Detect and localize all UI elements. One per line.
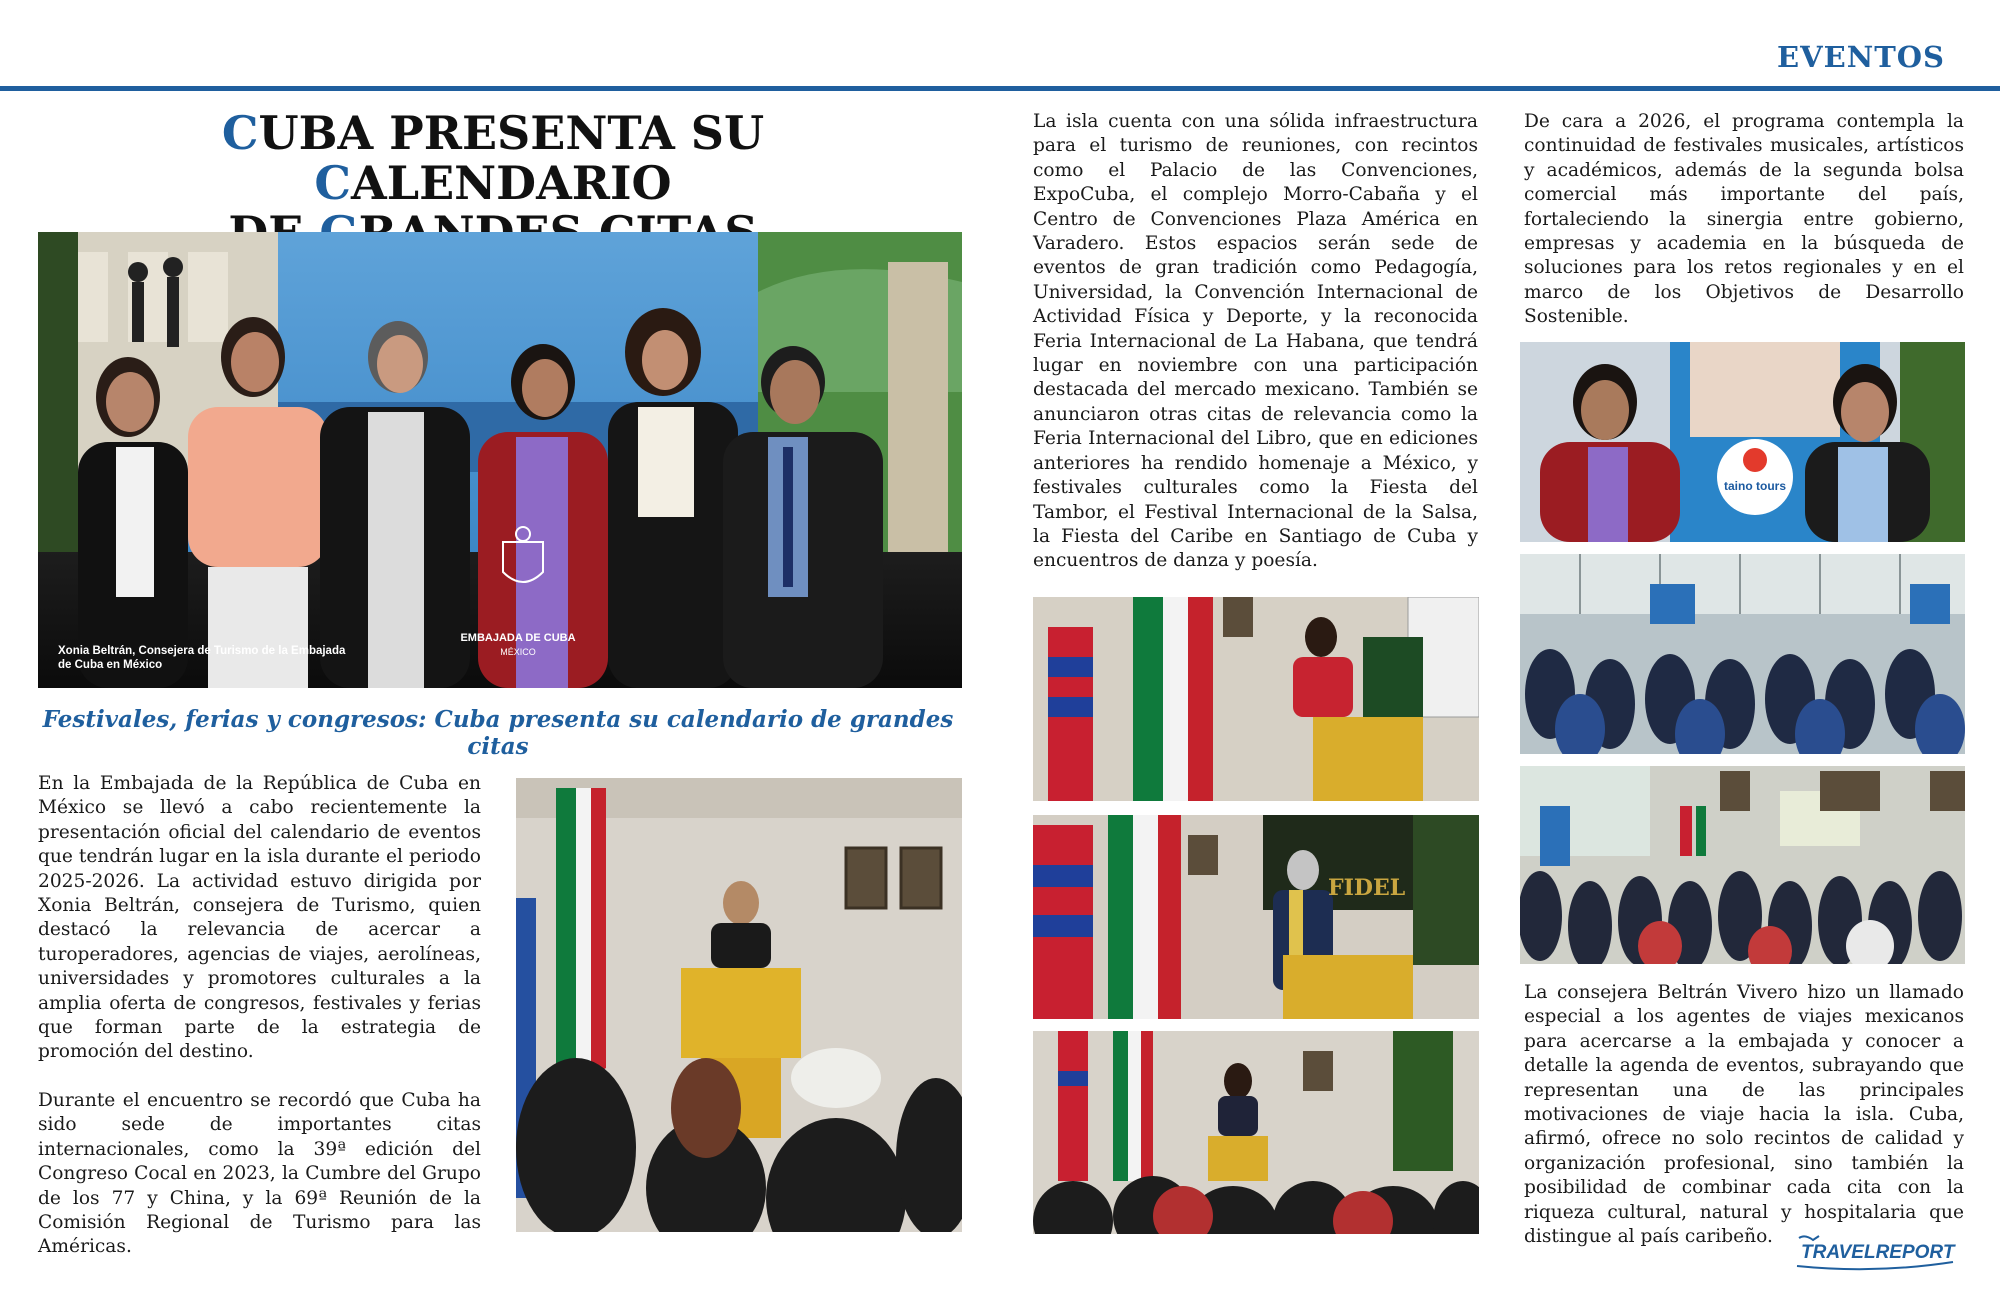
headline-line-1: CUBA PRESENTA SU CALENDARIO bbox=[221, 106, 765, 210]
article-column-1 bbox=[38, 772, 481, 1284]
audience-photo-1 bbox=[1520, 554, 1965, 754]
taino-tours-photo bbox=[1520, 342, 1965, 542]
podium-photo-2 bbox=[1033, 815, 1479, 1019]
podium-photo-1 bbox=[1033, 597, 1479, 801]
article-column-3-bottom bbox=[1524, 981, 1964, 1273]
podium-photo-3 bbox=[1033, 1031, 1479, 1234]
paragraph: La isla cuenta con una sólida infraestructura para el turismo de reuniones, con recintos como el Palacio de las Convenciones, ExpoCuba, el complejo Morro-Cabaña y el Centro de Convenciones Plaza América en Varadero. Estos espacios serán sede de eventos de gran tradición como Pedagogía, Universidad, la Convención Internacional de Actividad Física y Deporte, y la reconocida Feria Internacional de La Habana, que tendrá lugar en noviembre con una participación destacada del mercado mexicano. También se anunciaron otras citas de relevancia como la Feria Internacional del Libro, que en ediciones anteriores ha rendido homenaje a México, y festivales culturales como la Fiesta del Tambor, el Festival Internacional de la Salsa, la Fiesta del Caribe en Santiago de Cuba y encuentros de danza y poesía. bbox=[1033, 111, 1478, 572]
paragraph: En la Embajada de la República de Cuba en México se llevó a cabo recientemente la presentación oficial del calendario de eventos que tendrán lugar en la isla durante el periodo 2025-2026. La actividad estuvo dirigida por Xonia Beltrán, consejera de Turismo, quien destacó la relevancia de acercar a turoperadores, agencias de viajes, aerolíneas, universidades y promotores culturales a la amplia oferta de congresos, festivales y ferias que forman parte de la estrategia de promoción del destino. bbox=[38, 773, 481, 1063]
paragraph: La consejera Beltrán Vivero hizo un llamado especial a los agentes de viajes mexicanos para acercarse a la embajada y conocer a detalle la agenda de eventos, subrayando que representan una de las principales motivaciones de viaje hacia la isla. Cuba, afirmó, ofrece no solo recintos de calidad y organización profesional, sino también la posibilidad de combinar cada cita con la riqueza cultural, natural y hospitalaria que distingue al país caribeño. bbox=[1524, 982, 1964, 1248]
audience-photo-2 bbox=[1520, 766, 1965, 964]
svg-text:taino tours: taino tours bbox=[1724, 479, 1786, 493]
speaker-photo bbox=[516, 778, 962, 1232]
paragraph: De cara a 2026, el programa contempla la continuidad de festivales musicales, artísticos y académicos, además de la segunda bolsa comercial más importante del país, fortaleciendo la sinergia entre gobierno, empresas y academia en la búsqueda de soluciones para los retos regionales y en el marco de los Objetivos de Desarrollo Sostenible. bbox=[1524, 111, 1964, 328]
main-group-photo bbox=[38, 232, 962, 688]
svg-text:FIDEL: FIDEL bbox=[1328, 875, 1406, 901]
embassy-seal-label: EMBAJADA DE CUBA MÉXICO bbox=[460, 632, 576, 657]
article-column-3-top bbox=[1524, 110, 1964, 354]
photo-caption: Festivales, ferias y congresos: Cuba presenta su calendario de grandes citas bbox=[42, 706, 954, 760]
article-column-2 bbox=[1033, 110, 1478, 598]
header-rule bbox=[0, 86, 2000, 91]
travelreport-logo: TRAVELREPORT bbox=[1795, 1232, 1955, 1272]
section-label: EVENTOS bbox=[1776, 40, 1945, 74]
paragraph: Durante el encuentro se recordó que Cuba ha sido sede de importantes citas internacionales, como la 39ª edición del Congreso Cocal en 2023, la Cumbre del Grupo de los 77 y China, y la 69ª Reunión de la Comisión Regional de Turismo para las Américas. bbox=[38, 1089, 481, 1258]
photo-credit: Xonia Beltrán, Consejera de Turismo de la Embajada de Cuba en México bbox=[58, 645, 346, 671]
